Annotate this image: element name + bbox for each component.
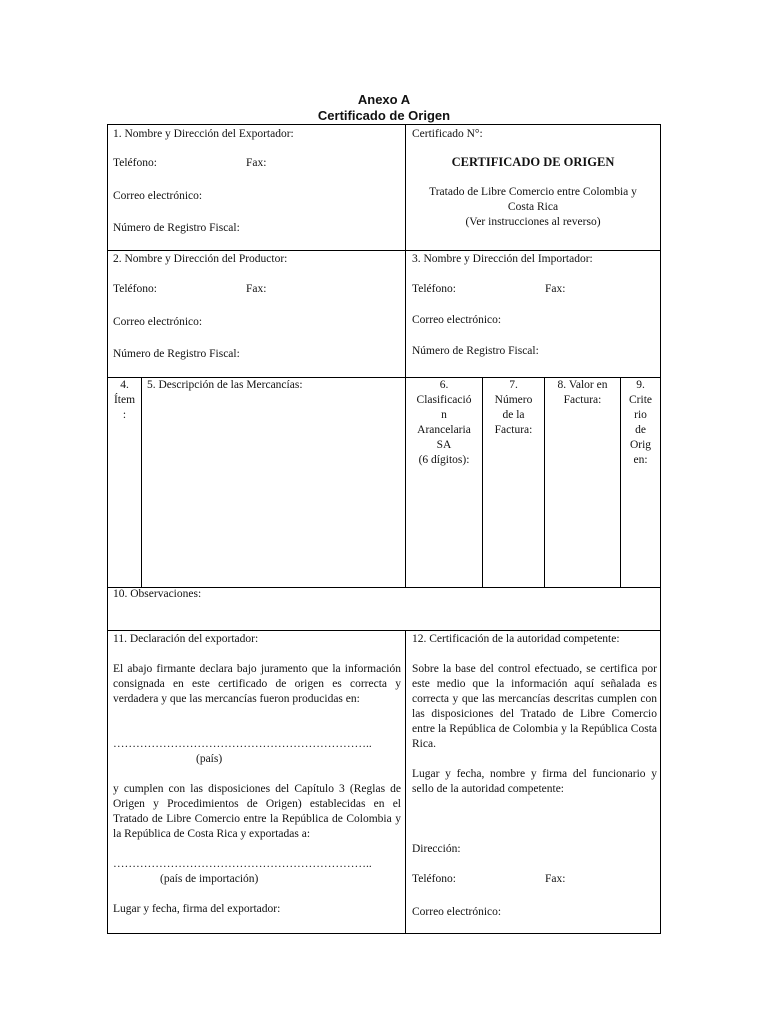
document-title: Certificado de Origen [317,108,451,123]
import-country-line[interactable]: ………………………………………………………….. [113,858,372,870]
criterion-header-line: Crite [629,394,652,406]
importer-label: 3. Nombre y Dirección del Importador: [412,253,593,265]
classification-header-line: n [441,409,447,421]
importer-phone-field[interactable]: Teléfono: [412,283,456,295]
authority-signature-text: Lugar y fecha, nombre y firma del funcionario y sello de la autoridad competente: [412,768,657,795]
description-column-header: 5. Descripción de las Mercancías: [147,379,303,391]
classification-header-line: 6. [439,379,449,391]
value-header-line: 8. Valor en [557,379,608,391]
annex-heading: Anexo A [357,92,411,107]
treaty-name: Costa Rica [507,201,559,213]
authority-fax-field[interactable]: Fax: [545,873,566,885]
invoice-header-line: 7. [509,379,518,391]
country-caption: (país) [196,753,223,765]
exporter-email-field[interactable]: Correo electrónico: [113,190,203,202]
invoice-header-line: Número [494,394,533,406]
invoice-header-line: de la [502,409,525,421]
classification-header-line: Clasificació [416,394,472,406]
importer-email-field[interactable]: Correo electrónico: [412,314,502,326]
producer-tax-id-field[interactable]: Número de Registro Fiscal: [113,348,240,360]
declaration-label: 11. Declaración del exportador: [113,633,259,645]
certificate-form [107,124,661,934]
importer-tax-id-field[interactable]: Número de Registro Fiscal: [412,345,539,357]
observations-field[interactable]: 10. Observaciones: [113,588,202,600]
exporter-signature-field[interactable]: Lugar y fecha, firma del exportador: [113,903,281,915]
classification-header-line: (6 dígitos): [418,454,470,466]
divider [108,250,660,251]
item-header-line: 4. [120,379,129,391]
authority-label: 12. Certificación de la autoridad competente: [412,633,620,645]
criterion-header-line: de [635,424,646,436]
value-header-line: Factura: [563,394,602,406]
item-header-line: : [122,409,127,421]
exporter-phone-field[interactable]: Teléfono: [113,157,157,169]
producer-email-field[interactable]: Correo electrónico: [113,316,203,328]
classification-header-line: SA [436,439,452,451]
divider [108,630,660,631]
criterion-header-line: rio [634,409,647,421]
treaty-name: Tratado de Libre Comercio entre Colombia y [429,186,637,198]
importer-fax-field[interactable]: Fax: [545,283,566,295]
declaration-compliance-text: y cumplen con las disposiciones del Capítulo 3 (Reglas de Origen y Procedimientos de Origen) establecidas en el Tratado de Libre Comercio entre la República de Colombia y la República de Costa Rica y exportadas a: [113,783,401,840]
declaration-text: El abajo firmante declara bajo juramento que la información consignada en este certificado de origen es correcta y verdadera y que las mercancías fueron producidas en: [113,663,401,705]
exporter-fax-field[interactable]: Fax: [246,157,267,169]
authority-email-field[interactable]: Correo electrónico: [412,906,502,918]
exporter-tax-id-field[interactable]: Número de Registro Fiscal: [113,222,240,234]
criterion-header-line: Orig [629,439,652,451]
classification-header-line: Arancelaria [417,424,471,436]
instructions-note: (Ver instrucciones al reverso) [465,216,601,228]
authority-certification-text: Sobre la base del control efectuado, se certifica por este medio que la información aquí señalada es correcta y que las mercancías descritas cumplen con las disposiciones del Tratado de Libre Comercio entre la República de Colombia y la República Costa Rica. [412,663,657,750]
divider [544,377,545,587]
import-country-caption: (país de importación) [160,873,259,885]
item-header-line: Ítem [113,394,136,406]
certificate-number-field[interactable]: Certificado N°: [412,128,483,140]
authority-phone-field[interactable]: Teléfono: [412,873,456,885]
producer-label: 2. Nombre y Dirección del Productor: [113,253,288,265]
criterion-header-line: 9. [636,379,645,391]
country-line[interactable]: ………………………………………………………….. [113,738,372,750]
producer-fax-field[interactable]: Fax: [246,283,267,295]
exporter-label: 1. Nombre y Dirección del Exportador: [113,128,294,140]
divider [141,377,142,587]
certificate-title: CERTIFICADO DE ORIGEN [451,155,615,169]
invoice-header-line: Factura: [494,424,533,436]
divider [405,630,406,933]
criterion-header-line: en: [633,454,648,466]
producer-phone-field[interactable]: Teléfono: [113,283,157,295]
authority-address-field[interactable]: Dirección: [412,843,461,855]
